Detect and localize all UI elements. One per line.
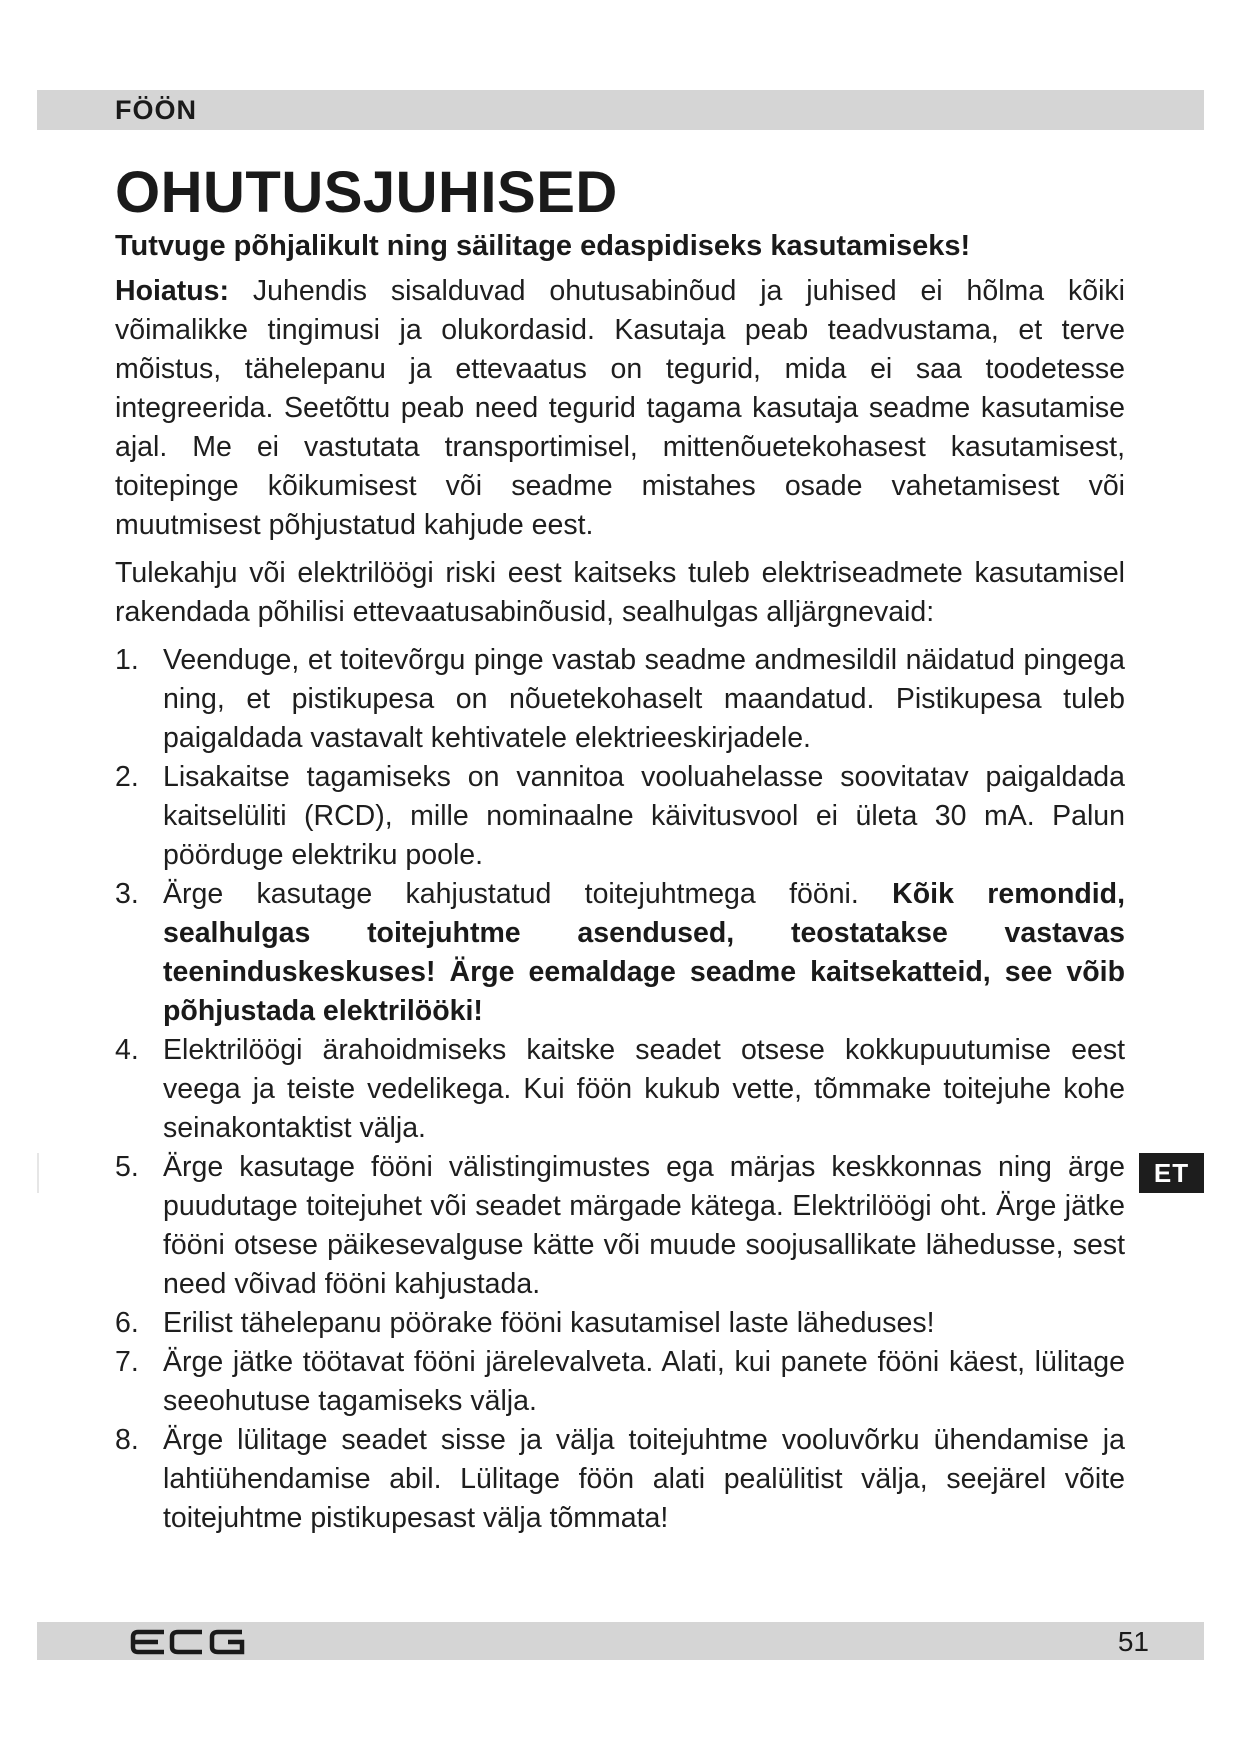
item-text: Elektrilöögi ärahoidmiseks kaitske seadet otsese kokkupuutumise eest veega ja teiste vedelikega. Kui föön kukub vette, tõmmake toitejuhe kohe seinakontaktist välja. bbox=[163, 1034, 1125, 1144]
margin-mark bbox=[37, 1153, 39, 1193]
item-text: Ärge jätke töötavat fööni järelevalveta. Alati, kui panete fööni käest, lülitage seeohutuse tagamiseks välja. bbox=[163, 1346, 1125, 1417]
list-item bbox=[115, 758, 1125, 875]
item-text: Ärge kasutage fööni välistingimustes ega märjas keskkonnas ning ärge puudutage toitejuhet või seadet märgade kätega. Elektrilöögi oht. Ärge jätke fööni otsese päikesevalguse kätte või muude soojusallikate lähedusse, sest need võivad fööni kahjustada. bbox=[163, 1151, 1125, 1300]
list-item bbox=[115, 1148, 1125, 1304]
item-bold-text: Kõik remondid, sealhulgas toitejuhtme asendused, teostatakse vastavas teeninduskeskuses! Ärge eemaldage seadme kaitsekatteid, see võib põhjustada elektrilööki! bbox=[163, 878, 1126, 1027]
section-label: FÖÖN bbox=[115, 95, 197, 125]
item-number: 3. bbox=[115, 878, 139, 910]
item-number: 8. bbox=[115, 1424, 139, 1456]
item-number: 7. bbox=[115, 1346, 139, 1378]
list-item bbox=[115, 1304, 1125, 1343]
warning-paragraph bbox=[115, 272, 1125, 545]
list-item bbox=[115, 641, 1125, 758]
intro-paragraph: Tulekahju või elektrilöögi riski eest kaitseks tuleb elektriseadmete kasutamisel rakendada põhilisi ettevaatusabinõusid, sealhulgas alljärgnevaid: bbox=[115, 557, 1125, 628]
language-tab: ET bbox=[1139, 1153, 1204, 1193]
page-title: OHUTUSJUHISED bbox=[115, 160, 618, 225]
list-item bbox=[115, 875, 1125, 1031]
list-item bbox=[115, 1343, 1125, 1421]
item-text: Lisakaitse tagamiseks on vannitoa vooluahelasse soovitatav paigaldada kaitselüliti (RCD), mille nominaalne käivitusvool ei ületa 30 mA. Palun pöörduge elektriku poole. bbox=[163, 761, 1125, 871]
item-number: 1. bbox=[115, 644, 139, 676]
item-number: 5. bbox=[115, 1151, 139, 1183]
page-number: 51 bbox=[1117, 1626, 1149, 1657]
warning-text: Juhendis sisalduvad ohutusabinõud ja juhised ei hõlma kõiki võimalikke tingimusi ja olukordasid. Kasutaja peab teadvustama, et terve mõistus, tähelepanu ja ettevaatus on tegurid, mida ei saa toodetesse integreerida. Seetõttu peab need tegurid tagama kasutaja seadme kasutamise ajal. Me ei vastutata transportimisel, mittenõuetekohasest kasutamisest, toitepinge kõikumisest või seadme mistahes osade vahetamisest või muutmisest põhjustatud kahjude eest. bbox=[115, 275, 1125, 541]
item-number: 6. bbox=[115, 1307, 139, 1339]
footer-bar bbox=[37, 1622, 1204, 1660]
item-text: Erilist tähelepanu pöörake fööni kasutamisel laste läheduses! bbox=[163, 1307, 935, 1339]
safety-list bbox=[115, 641, 1125, 1538]
list-item bbox=[115, 1421, 1125, 1538]
item-text: Veenduge, et toitevõrgu pinge vastab seadme andmesildil näidatud pingega ning, et pistikupesa on nõuetekohaselt maandatud. Pistikupesa tuleb paigaldada vastavalt kehtivatele elektrieeskirjadele. bbox=[163, 644, 1125, 754]
warning-label: Hoiatus: bbox=[115, 275, 229, 307]
content bbox=[115, 160, 1125, 1538]
item-number: 4. bbox=[115, 1034, 139, 1066]
ecg-logo bbox=[130, 1628, 248, 1656]
item-text: Ärge lülitage seadet sisse ja välja toitejuhtme vooluvõrku ühendamise ja lahtiühendamise abil. Lülitage föön alati pealülitist välja, seejärel võite toitejuhtme pistikupesast välja tõmmata! bbox=[163, 1424, 1125, 1534]
item-number: 2. bbox=[115, 761, 139, 793]
list-item bbox=[115, 1031, 1125, 1148]
header-bar bbox=[37, 90, 1204, 130]
item-text: Ärge kasutage kahjustatud toitejuhtmega fööni. bbox=[163, 878, 893, 910]
subtitle: Tutvuge põhjalikult ning säilitage edaspidiseks kasutamiseks! bbox=[115, 230, 971, 262]
